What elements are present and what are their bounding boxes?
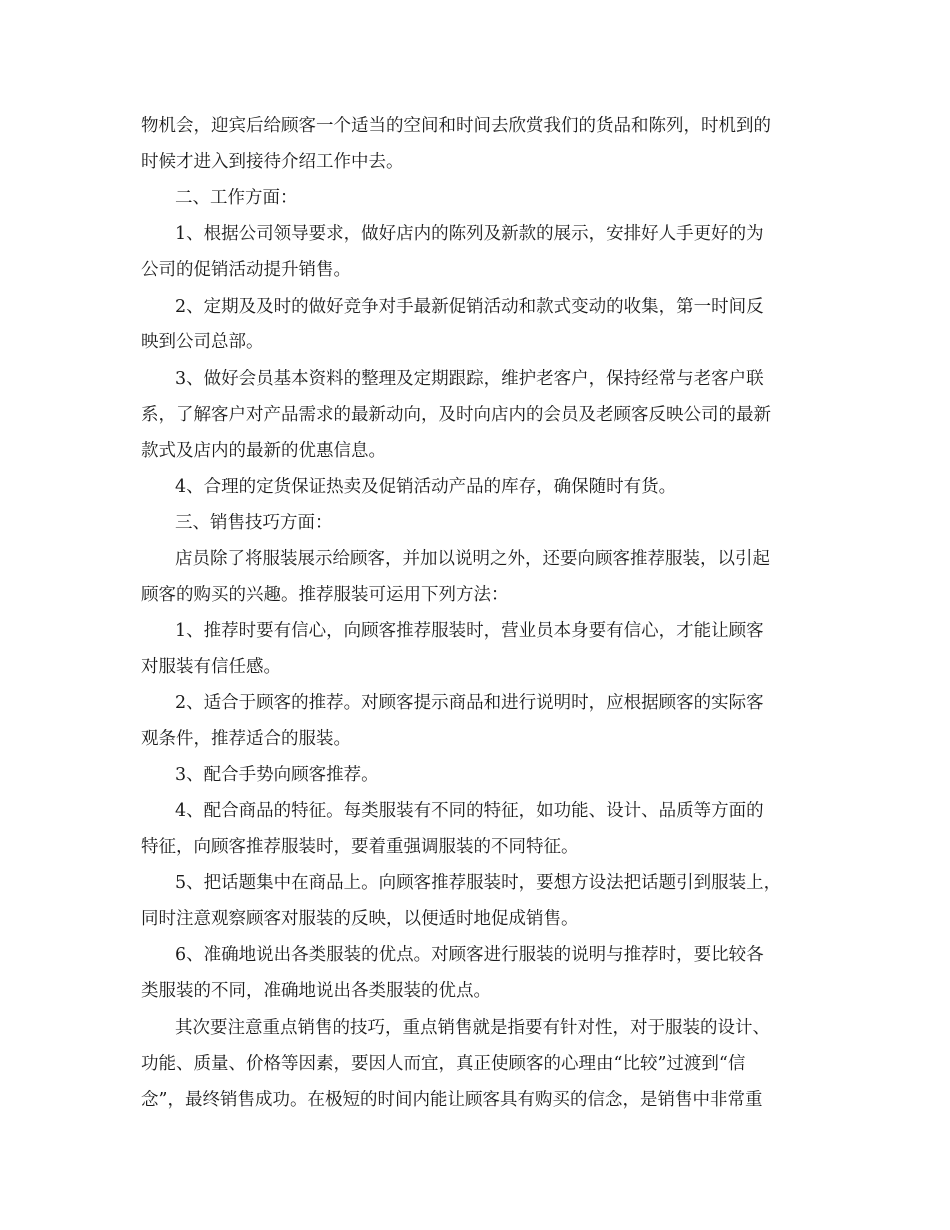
text-line: 6、准确地说出各类服装的优点。对顾客进行服装的说明与推荐时，要比较各: [175, 945, 764, 965]
text-line: 2、定期及及时的做好竞争对手最新促销活动和款式变动的收集，第一时间反: [175, 297, 764, 317]
text-line: 1、根据公司领导要求，做好店内的陈列及新款的展示，安排好人手更好的为: [175, 224, 764, 244]
text-line: 4、配合商品的特征。每类服装有不同的特征，如功能、设计、品质等方面的: [175, 801, 764, 821]
text-line: 类服装的不同，准确地说出各类服装的优点。: [141, 981, 491, 1001]
text-line: 5、把话题集中在商品上。向顾客推荐服装时，要想方设法把话题引到服装上，: [175, 873, 782, 893]
text-line: 4、合理的定货保证热卖及促销活动产品的库存，确保随时有货。: [175, 477, 677, 497]
text-line: 1、推荐时要有信心，向顾客推荐服装时，营业员本身要有信心，才能让顾客: [175, 621, 764, 641]
text-line: 时候才进入到接待介绍工作中去。: [141, 152, 404, 172]
text-line: 三、销售技巧方面：: [175, 513, 333, 533]
text-line: 观条件，推荐适合的服装。: [141, 729, 351, 749]
text-line: 公司的促销活动提升销售。: [141, 260, 351, 280]
text-line: 2、适合于顾客的推荐。对顾客提示商品和进行说明时，应根据顾客的实际客: [175, 693, 764, 713]
text-line: 物机会，迎宾后给顾客一个适当的空间和时间去欣赏我们的货品和陈列，时机到的: [141, 116, 771, 136]
text-line: 二、工作方面：: [175, 188, 298, 208]
text-line: 3、配合手势向顾客推荐。: [175, 765, 379, 785]
text-line: 店员除了将服装展示给顾客，并加以说明之外，还要向顾客推荐服装，以引起: [175, 549, 770, 569]
text-line: 特征，向顾客推荐服装时，要着重强调服装的不同特征。: [141, 837, 579, 857]
text-line: 3、做好会员基本资料的整理及定期跟踪，维护老客户，保持经常与老客户联: [175, 369, 764, 389]
text-line: 功能、质量、价格等因素，要因人而宜，真正使顾客的心理由“比较”过渡到“信: [141, 1054, 746, 1074]
text-line: 系，了解客户对产品需求的最新动向，及时向店内的会员及老顾客反映公司的最新: [141, 405, 771, 425]
text-line: 念”，最终销售成功。在极短的时间内能让顾客具有购买的信念，是销售中非常重: [141, 1090, 763, 1110]
text-line: 款式及店内的最新的优惠信息。: [141, 441, 386, 461]
text-line: 同时注意观察顾客对服装的反映，以便适时地促成销售。: [141, 909, 579, 929]
text-line: 对服装有信任感。: [141, 657, 281, 677]
text-line: 其次要注意重点销售的技巧，重点销售就是指要有针对性，对于服装的设计、: [175, 1018, 770, 1038]
text-line: 顾客的购买的兴趣。推荐服装可运用下列方法：: [141, 585, 509, 605]
text-line: 映到公司总部。: [141, 332, 264, 352]
